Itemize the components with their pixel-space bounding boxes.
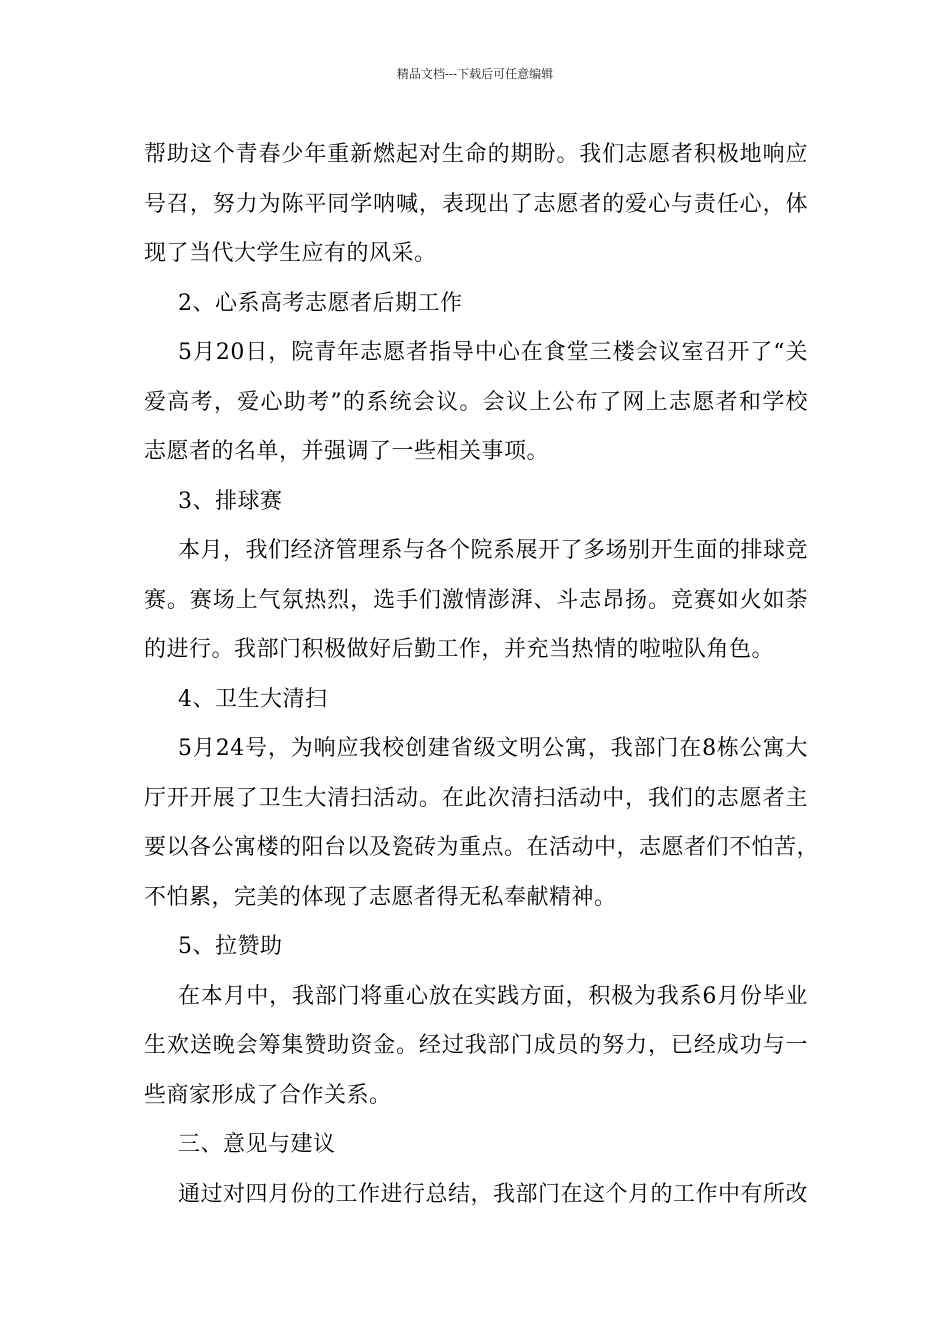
- text-line: 厅开开展了卫生大清扫活动。在此次清扫活动中，我们的志愿者主: [144, 785, 808, 811]
- text-line: 生欢送晚会筹集赞助资金。经过我部门成员的努力，已经成功与一: [144, 1033, 808, 1058]
- text-line: 3、排球赛: [178, 488, 283, 514]
- text-line: 号召，努力为陈平同学呐喊，表现出了志愿者的爱心与责任心，体: [144, 191, 808, 217]
- paragraph: [144, 724, 820, 922]
- text-line: 三、意见与建议: [178, 1132, 336, 1157]
- text-line: 要以各公寓楼的阳台以及瓷砖为重点。在活动中，志愿者们不怕苦，: [144, 835, 820, 860]
- paragraph: [144, 328, 808, 477]
- text-line: 不怕累，完美的体现了志愿者得无私奉献精神。: [144, 884, 617, 910]
- text-line: 帮助这个青春少年重新燃起对生命的期盼。我们志愿者积极地响应: [144, 142, 808, 167]
- text-line: 5月20日，院青年志愿者指导中心在食堂三楼会议室召开了“关: [178, 340, 808, 365]
- document-body: [144, 130, 820, 1219]
- text-line: 的进行。我部门积极做好后勤工作，并充当热情的啦啦队角色。: [144, 637, 775, 662]
- paragraph: [144, 972, 808, 1121]
- page-header: 精品文档---下载后可任意编辑: [396, 67, 554, 81]
- text-line: 本月，我们经济管理系与各个院系展开了多场别开生面的排球竞: [178, 538, 809, 563]
- text-line: 2、心系高考志愿者后期工作: [178, 290, 463, 316]
- text-line: 4、卫生大清扫: [178, 686, 328, 712]
- text-line: 5、拉赞助: [178, 934, 283, 959]
- section-heading: [144, 477, 808, 527]
- text-line: 通过对四月份的工作进行总结，我部门在这个月的工作中有所改: [178, 1181, 809, 1207]
- text-line: 志愿者的名单，并强调了一些相关事项。: [144, 439, 550, 464]
- text-line: 现了当代大学生应有的风采。: [144, 241, 437, 266]
- text-line: 5月24号，为响应我校创建省级文明公寓，我部门在8栋公寓大: [178, 736, 808, 761]
- paragraph: [144, 1170, 808, 1220]
- section-heading: [144, 675, 808, 725]
- paragraph: [144, 130, 808, 279]
- text-line: 些商家形成了合作关系。: [144, 1082, 392, 1108]
- section-heading: [144, 1120, 808, 1170]
- section-heading: [144, 922, 808, 972]
- text-line: 在本月中，我部门将重心放在实践方面，积极为我系6月份毕业: [178, 983, 808, 1009]
- paragraph: [144, 526, 808, 675]
- text-line: 爱高考，爱心助考”的系统会议。会议上公布了网上志愿者和学校: [144, 389, 808, 415]
- section-heading: [144, 279, 808, 329]
- text-line: 赛。赛场上气氛热烈，选手们激情澎湃、斗志昂扬。竞赛如火如荼: [144, 587, 808, 613]
